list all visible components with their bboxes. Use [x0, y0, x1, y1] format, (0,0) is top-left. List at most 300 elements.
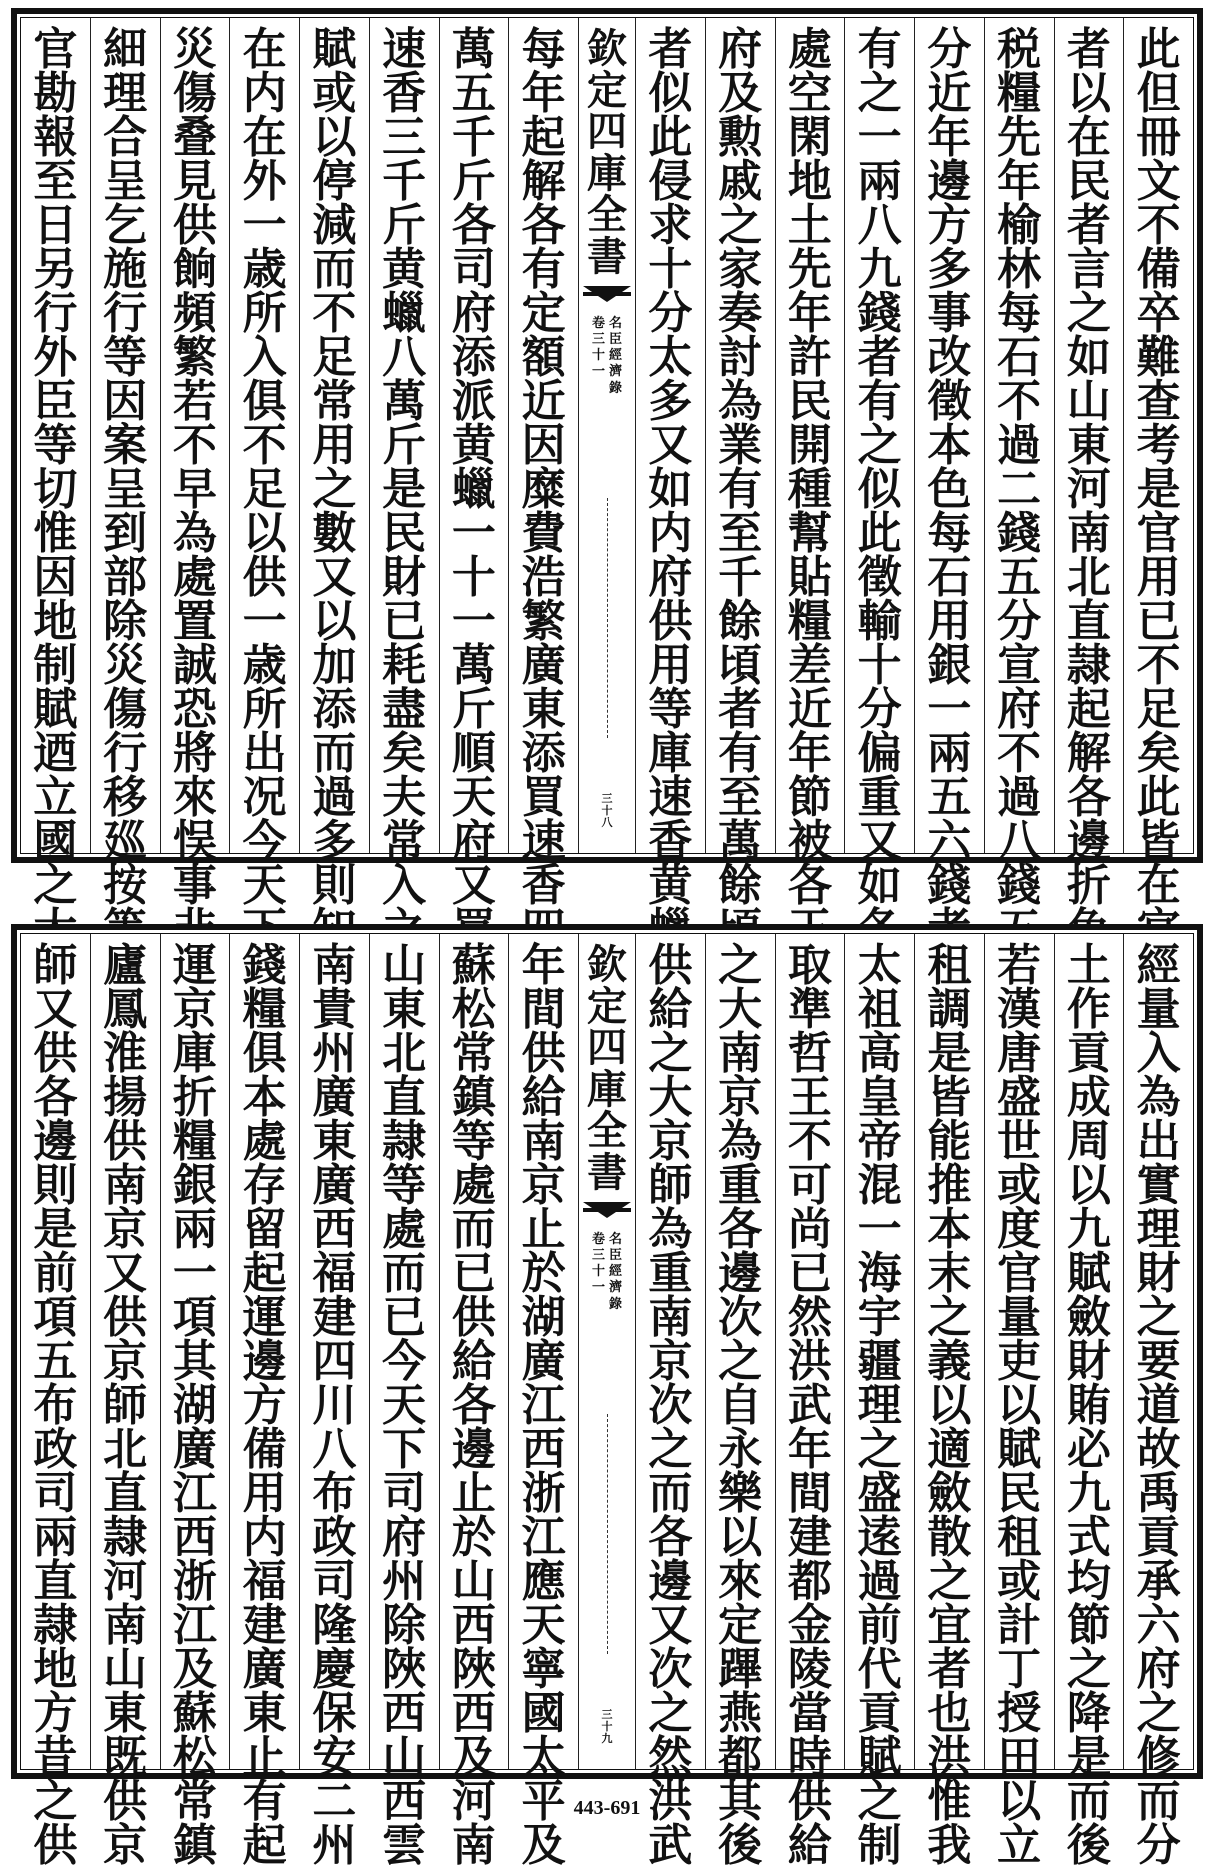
- character: 民: [382, 508, 427, 559]
- character: 如: [857, 860, 902, 911]
- character: 直: [1066, 596, 1111, 647]
- character: 京: [521, 1160, 566, 1211]
- character: 司: [33, 1468, 78, 1519]
- character: 災: [172, 24, 217, 75]
- character: 欽: [587, 941, 627, 988]
- character: 之: [1066, 1644, 1111, 1695]
- character: 黄: [451, 420, 496, 471]
- character: 止: [242, 1732, 287, 1783]
- character: 廬: [103, 940, 148, 991]
- character: 分: [857, 684, 902, 735]
- character: 隷: [382, 1116, 427, 1167]
- character: 方: [242, 1380, 287, 1431]
- character: 定: [587, 982, 627, 1030]
- character: 者: [648, 24, 693, 75]
- text-column: [914, 18, 984, 911]
- character: 多: [312, 816, 357, 867]
- character: 除: [382, 1600, 427, 1651]
- character: 尚: [787, 1204, 832, 1255]
- character: 今: [382, 1336, 427, 1387]
- character: 合: [103, 112, 148, 163]
- character: 或: [997, 1556, 1042, 1607]
- character: 改: [927, 332, 972, 383]
- character: 不: [172, 420, 217, 471]
- character: 為: [718, 1116, 763, 1167]
- column-text: [521, 940, 566, 1871]
- character: 應: [521, 1556, 566, 1607]
- character: 武: [648, 1820, 693, 1871]
- character: 賦: [312, 24, 357, 75]
- character: 皇: [857, 1072, 902, 1123]
- text-column: [229, 18, 299, 911]
- character: 斤: [382, 200, 427, 251]
- character: 常: [451, 1028, 496, 1079]
- character: 府: [1136, 1644, 1181, 1695]
- character: 解: [521, 156, 566, 207]
- character: 一: [242, 596, 287, 647]
- character: 十: [857, 640, 902, 691]
- character: 派: [451, 376, 496, 427]
- character: 兩: [172, 1204, 217, 1255]
- character: 財: [1066, 1336, 1111, 1387]
- character: 以: [312, 112, 357, 163]
- character: 除: [103, 596, 148, 647]
- character: 戚: [718, 156, 763, 207]
- character: 誠: [172, 640, 217, 691]
- character: 京: [718, 1072, 763, 1123]
- character: 冊: [1136, 112, 1181, 163]
- character: 蠟: [382, 288, 427, 339]
- character: 建: [312, 1292, 357, 1343]
- character: 及: [451, 1732, 496, 1783]
- character: 勲: [718, 112, 763, 163]
- character: 江: [521, 1380, 566, 1431]
- character: 財: [382, 552, 427, 603]
- character: 我: [927, 1820, 972, 1871]
- character: 糧: [997, 68, 1042, 119]
- character: 似: [648, 68, 693, 119]
- character: 近: [787, 684, 832, 735]
- character: 南: [1066, 508, 1111, 559]
- character: 萬: [382, 376, 427, 427]
- character: 南: [312, 940, 357, 991]
- text-column: [635, 934, 705, 1871]
- column-text: [718, 24, 763, 911]
- character: 太: [857, 940, 902, 991]
- text-column: [1054, 18, 1124, 911]
- character: 哲: [787, 1028, 832, 1079]
- character: 頻: [172, 288, 217, 339]
- character: 又: [103, 1248, 148, 1299]
- character: 福: [312, 1248, 357, 1299]
- leaf-number: [602, 1709, 613, 1745]
- character: 量: [997, 1292, 1042, 1343]
- character: 討: [718, 332, 763, 383]
- character: 本: [927, 420, 972, 471]
- character: 寧: [521, 1644, 566, 1695]
- character: 建: [787, 1512, 832, 1563]
- character: 行: [103, 728, 148, 779]
- character: 等: [103, 332, 148, 383]
- character: 布: [33, 1380, 78, 1431]
- character: 各: [451, 200, 496, 251]
- character: 之: [648, 1424, 693, 1475]
- character: 處: [787, 24, 832, 75]
- character: 來: [172, 772, 217, 823]
- character: 頃: [718, 640, 763, 691]
- character: 按: [103, 860, 148, 911]
- character: 樂: [718, 1468, 763, 1519]
- character: 輸: [857, 596, 902, 647]
- character: 定: [718, 1600, 763, 1651]
- column-text: [312, 940, 357, 1871]
- character: 周: [1066, 1116, 1111, 1167]
- character: 邊: [1066, 816, 1111, 867]
- character: 田: [997, 1732, 1042, 1783]
- character: 起: [1066, 684, 1111, 735]
- character: 重: [857, 772, 902, 823]
- character: 東: [1066, 420, 1111, 471]
- character: 以: [312, 596, 357, 647]
- column-text: [242, 24, 287, 911]
- book-name-block: [592, 316, 622, 397]
- character: 之: [718, 940, 763, 991]
- character: 其: [718, 1776, 763, 1827]
- text-column: [508, 18, 578, 911]
- character: 西: [451, 1688, 496, 1739]
- character: 石: [997, 332, 1042, 383]
- character: 今: [242, 816, 287, 867]
- character: 供: [648, 596, 693, 647]
- character: 布: [312, 1468, 357, 1519]
- character: 次: [718, 1292, 763, 1343]
- character: 邊: [33, 1116, 78, 1167]
- volume-number: [592, 1232, 605, 1297]
- character: 湖: [172, 1380, 217, 1431]
- character: 呈: [103, 156, 148, 207]
- character: 後: [1066, 1820, 1111, 1871]
- character: 隷: [103, 1512, 148, 1563]
- column-text: [312, 24, 357, 911]
- character: 錢: [242, 940, 287, 991]
- character: 林: [997, 244, 1042, 295]
- character: 呈: [103, 464, 148, 515]
- upper-page-panel: [11, 8, 1203, 911]
- character: 山: [382, 1732, 427, 1783]
- character: 兩: [857, 156, 902, 207]
- upper-page-grid: [20, 17, 1194, 911]
- character: 差: [787, 640, 832, 691]
- character: 錄: [609, 380, 623, 396]
- text-column: [984, 934, 1054, 1871]
- character: 租: [927, 940, 972, 991]
- character: 土: [787, 200, 832, 251]
- character: 方: [33, 1688, 78, 1739]
- character: 添: [521, 728, 566, 779]
- character: 既: [103, 1732, 148, 1783]
- character: 陜: [382, 1644, 427, 1695]
- character: 陜: [451, 1644, 496, 1695]
- character: 二: [312, 1776, 357, 1827]
- character: 祖: [857, 984, 902, 1035]
- character: 故: [1136, 1424, 1181, 1475]
- character: 代: [857, 1644, 902, 1695]
- character: 太: [521, 1732, 566, 1783]
- character: 近: [521, 376, 566, 427]
- character: 重: [648, 1248, 693, 1299]
- character: 河: [451, 1776, 496, 1827]
- character: 是: [33, 1204, 78, 1255]
- character: 難: [1136, 332, 1181, 383]
- character: 過: [997, 420, 1042, 471]
- character: 者: [857, 332, 902, 383]
- dashed-rule: [607, 498, 608, 738]
- character: 銀: [927, 640, 972, 691]
- character: 徵: [927, 376, 972, 427]
- character: 另: [33, 244, 78, 295]
- character: 山: [382, 940, 427, 991]
- character: 入: [382, 860, 427, 911]
- character: 幫: [787, 508, 832, 559]
- character: 數: [312, 508, 357, 559]
- character: 年: [521, 940, 566, 991]
- character: 間: [787, 1468, 832, 1519]
- character: 求: [648, 200, 693, 251]
- character: 直: [103, 1468, 148, 1519]
- character: 南: [718, 1028, 763, 1079]
- banner-title: [587, 25, 627, 280]
- character: 多: [927, 244, 972, 295]
- character: 又: [451, 860, 496, 911]
- character: 到: [103, 508, 148, 559]
- character: 京: [103, 1820, 148, 1871]
- character: 切: [33, 464, 78, 515]
- column-text: [521, 24, 566, 911]
- character: 添: [312, 684, 357, 735]
- character: 以: [997, 1380, 1042, 1431]
- character: 西: [382, 1776, 427, 1827]
- character: 京: [103, 1204, 148, 1255]
- character: 貢: [1136, 1512, 1181, 1563]
- text-column: [914, 934, 984, 1871]
- character: 官: [33, 24, 78, 75]
- character: 以: [718, 1512, 763, 1563]
- character: 要: [1136, 1336, 1181, 1387]
- character: 東: [103, 1688, 148, 1739]
- character: 是: [382, 464, 427, 515]
- column-text: [927, 24, 972, 911]
- character: 昔: [33, 1732, 78, 1783]
- column-text: [718, 940, 763, 1871]
- character: 南: [103, 1160, 148, 1211]
- character: 分: [927, 24, 972, 75]
- character: 以: [242, 508, 287, 559]
- character: 因: [103, 376, 148, 427]
- character: 年: [787, 288, 832, 339]
- character: 供: [521, 1028, 566, 1079]
- character: 蘇: [451, 940, 496, 991]
- character: 師: [33, 940, 78, 991]
- character: 常: [382, 816, 427, 867]
- character: 洪: [648, 1776, 693, 1827]
- character: 不: [312, 288, 357, 339]
- character: 速: [648, 772, 693, 823]
- character: 俱: [242, 1028, 287, 1079]
- character: 供: [172, 200, 217, 251]
- character: 其: [172, 1336, 217, 1387]
- character: 均: [1066, 1556, 1111, 1607]
- character: 湖: [521, 1292, 566, 1343]
- character: 早: [172, 464, 217, 515]
- character: 萬: [451, 24, 496, 75]
- character: 八: [382, 332, 427, 383]
- character: 見: [172, 156, 217, 207]
- character: 家: [718, 244, 763, 295]
- character: 萬: [451, 640, 496, 691]
- column-text: [172, 24, 217, 911]
- character: 餘: [718, 860, 763, 911]
- character: 每: [927, 508, 972, 559]
- character: 又: [312, 552, 357, 603]
- character: 之: [857, 68, 902, 119]
- column-text: [172, 940, 217, 1871]
- character: 京: [172, 984, 217, 1035]
- character: 等: [648, 684, 693, 735]
- character: 錄: [609, 1296, 623, 1312]
- character: 府: [997, 684, 1042, 735]
- character: 徵: [857, 552, 902, 603]
- character: 式: [1066, 1512, 1111, 1563]
- character: 言: [1066, 244, 1111, 295]
- character: 隷: [1066, 640, 1111, 691]
- character: 直: [382, 1072, 427, 1123]
- text-column: [369, 934, 439, 1871]
- character: 歳: [242, 640, 287, 691]
- character: 量: [1136, 984, 1181, 1035]
- character: 山: [451, 1556, 496, 1607]
- character: 政: [312, 1512, 357, 1563]
- character: 地: [33, 1644, 78, 1695]
- character: 廣: [521, 1336, 566, 1387]
- character: 錢: [997, 860, 1042, 911]
- character: 適: [927, 1424, 972, 1475]
- character: 先: [787, 244, 832, 295]
- character: 常: [172, 1776, 217, 1827]
- character: 武: [787, 1380, 832, 1431]
- character: 入: [242, 332, 287, 383]
- character: 折: [172, 1072, 217, 1123]
- character: 下: [382, 1424, 427, 1475]
- character: 大: [718, 984, 763, 1035]
- character: 止: [451, 1468, 496, 1519]
- character: 丁: [997, 1644, 1042, 1695]
- character: 兩: [33, 1512, 78, 1563]
- character: 臣: [33, 376, 78, 427]
- column-text: [382, 940, 427, 1871]
- character: 貢: [1066, 1028, 1111, 1079]
- character: 錢: [997, 508, 1042, 559]
- character: 已: [787, 1248, 832, 1299]
- character: 開: [787, 420, 832, 471]
- column-text: [857, 24, 902, 911]
- character: 能: [927, 1116, 972, 1167]
- character: 五: [997, 552, 1042, 603]
- character: 已: [451, 1248, 496, 1299]
- character: 是: [1136, 464, 1181, 515]
- character: 賦: [33, 684, 78, 735]
- character: 各: [33, 1072, 78, 1123]
- character: 國: [33, 816, 78, 867]
- character: 理: [103, 68, 148, 119]
- center-banner: [578, 18, 635, 853]
- character: 千: [718, 552, 763, 603]
- character: 四: [312, 1336, 357, 1387]
- character: 在: [242, 24, 287, 75]
- text-column: [369, 18, 439, 911]
- character: 西: [521, 1424, 566, 1475]
- column-text: [648, 24, 693, 911]
- character: 及: [521, 1820, 566, 1871]
- character: 貼: [787, 552, 832, 603]
- character: 調: [927, 984, 972, 1035]
- character: 此: [1136, 24, 1181, 75]
- character: 斤: [451, 156, 496, 207]
- column-text: [997, 24, 1042, 911]
- character: 事: [927, 288, 972, 339]
- character: 起: [521, 112, 566, 163]
- character: 方: [927, 200, 972, 251]
- character: 各: [521, 200, 566, 251]
- character: 多: [648, 376, 693, 427]
- character: 出: [242, 728, 287, 779]
- character: 分: [648, 288, 693, 339]
- column-text: [451, 24, 496, 911]
- character: 取: [787, 940, 832, 991]
- character: 有: [242, 1776, 287, 1827]
- character: 洪: [927, 1732, 972, 1783]
- character: 廣: [521, 640, 566, 691]
- character: 卷: [591, 1231, 605, 1247]
- character: 閑: [787, 112, 832, 163]
- character: 天: [451, 772, 496, 823]
- character: 東: [521, 684, 566, 735]
- character: 查: [1136, 376, 1181, 427]
- character: 道: [1136, 1380, 1181, 1431]
- character: 名: [609, 315, 623, 331]
- character: 制: [857, 1820, 902, 1871]
- character: 鎮: [451, 1072, 496, 1123]
- character: 每: [997, 288, 1042, 339]
- fish-tail-ornament: [583, 286, 631, 302]
- character: 推: [927, 1160, 972, 1211]
- character: 師: [648, 1160, 693, 1211]
- character: 然: [787, 1292, 832, 1343]
- character: 山: [1066, 376, 1111, 427]
- character: 都: [787, 1556, 832, 1607]
- character: 京: [648, 1336, 693, 1387]
- column-text: [787, 24, 832, 911]
- character: 黄: [382, 244, 427, 295]
- column-text: [927, 940, 972, 1871]
- character: 十: [451, 552, 496, 603]
- text-column: [229, 934, 299, 1871]
- character: 處: [172, 552, 217, 603]
- character: 而: [648, 1468, 693, 1519]
- character: 書: [587, 1148, 627, 1196]
- character: 行: [103, 288, 148, 339]
- character: 世: [997, 1116, 1042, 1167]
- character: 糧: [787, 596, 832, 647]
